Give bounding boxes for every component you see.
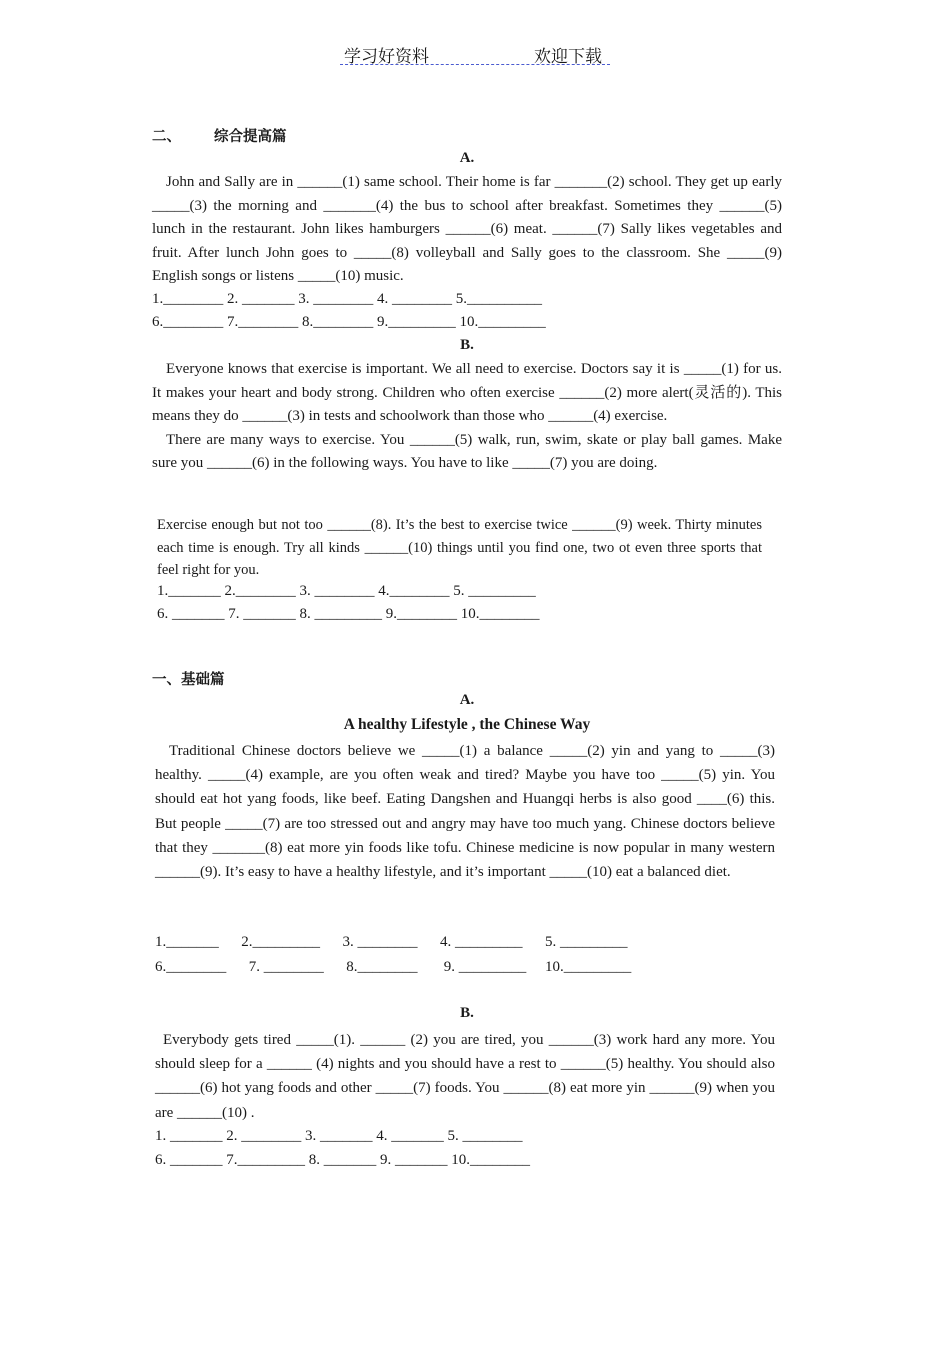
header-left-text: 学习好资料 [344, 47, 429, 66]
section2-a-answers-row2: 6.________ 7.________ 8.________ 9._________ 10._________ [152, 314, 546, 330]
page-header [340, 40, 610, 65]
section2-b-answers-row1: 1._______ 2.________ 3. ________ 4.________ 5. _________ [157, 583, 536, 599]
section1-b-label: B. [460, 1005, 474, 1021]
section2-a-answers-row1: 1.________ 2. _______ 3. ________ 4. ________ 5.__________ [152, 291, 542, 307]
passage-text: Exercise enough but not too ______(8). It’s the best to exercise twice ______(9) week. Thirty minutes each time is enough. Try all kinds ______(10) things until you find one, two ot even three sports that feel right for you. [157, 517, 762, 578]
section2-heading-text: 综合提高篇 [214, 129, 287, 145]
section2-heading [152, 125, 782, 146]
section1-a-passage [155, 739, 775, 884]
section1-a-answers-row2: 6.________ 7. ________ 8.________ 9. _________ 10._________ [155, 959, 632, 975]
section1-b-passage [155, 1028, 775, 1125]
section2-b-passage [152, 358, 782, 476]
passage-text: There are many ways to exercise. You ______(5) walk, run, swim, skate or play ball games. Make sure you ______(6) in the following ways. You have to like _____(7) you are doing. [152, 431, 782, 471]
section1-a-answers-row1: 1._______ 2._________ 3. ________ 4. _________ 5. _________ [155, 934, 628, 950]
section1-b-answers-row1: 1. _______ 2. ________ 3. _______ 4. _______ 5. ________ [155, 1128, 523, 1144]
section2-b-label: B. [460, 337, 474, 353]
passage-text: Traditional Chinese doctors believe we _____(1) a balance _____(2) yin and yang to _____(3) healthy. _____(4) example, are you often weak and tired? Maybe you have too _____(5) yin. You should eat hot yang foods, like beef. Eating Dangshen and Huangqi herbs is also good ____(6) this. But people _____(7) are too stressed out and angry may have too much yang. Chinese doctors believe that they _______(8) eat more yin foods like tofu. Chinese medicine is now popular in many western ______(9). It’s easy to have a healthy lifestyle, and it’s important _____(10) eat a balanced diet. [155, 743, 775, 881]
section2-b-passage-cont [157, 514, 762, 582]
section1-a-label: A. [459, 692, 475, 708]
passage-text: Everyone knows that exercise is important. We all need to exercise. Doctors say it is _____(1) for us. It makes your heart and body strong. Children who often exercise ______(2) more alert(灵活的). This means they do ______(3) in tests and schoolwork than those who ______(4) exercise. [152, 361, 782, 424]
section1-b-answers-row2: 6. _______ 7._________ 8. _______ 9. _______ 10.________ [155, 1152, 530, 1168]
section2-a-label: A. [459, 150, 475, 166]
section2-heading-num: 二、 [152, 129, 181, 145]
section1-a-title: A healthy Lifestyle , the Chinese Way [343, 716, 591, 733]
section2-b-answers-row2: 6. _______ 7. _______ 8. _________ 9.________ 10.________ [157, 606, 540, 622]
section2-a-passage [152, 171, 782, 289]
passage-text: Everybody gets tired _____(1). ______ (2) you are tired, you ______(3) work hard any more. You should sleep for a ______ (4) nights and you should have a rest to ______(5) healthy. You should also ______(6) hot yang foods and other _____(7) foods. You ______(8) eat more yin ______(9) when you are ______(10) . [155, 1032, 775, 1121]
header-right-text: 欢迎下载 [534, 47, 602, 66]
section1-heading: 一、基础篇 [152, 672, 225, 688]
passage-text: John and Sally are in ______(1) same school. Their home is far _______(2) school. They get up early _____(3) the morning and _______(4) the bus to school after breakfast. Sometimes they ______(5) lunch in the restaurant. John likes hamburgers ______(6) meat. ______(7) Sally likes vegetables and fruit. After lunch John goes to _____(8) volleyball and Sally goes to the classroom. She _____(9) English songs or listens _____(10) music. [152, 174, 782, 284]
